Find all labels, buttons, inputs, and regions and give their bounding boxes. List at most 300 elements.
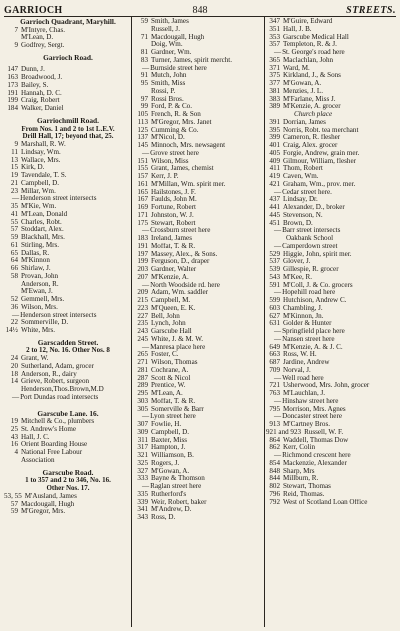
occupant-name: Rutherford's: [151, 490, 187, 498]
occupant-name: Bailey, S.: [21, 81, 49, 89]
street-heading-note: Other Nos. 17.: [46, 485, 90, 493]
house-number: 537: [269, 258, 280, 266]
cross-street-note: [266, 336, 396, 344]
directory-entry: [266, 382, 396, 390]
house-number: 792: [269, 498, 280, 506]
house-number: 173: [7, 81, 18, 89]
occupant-name: Grant, W.: [21, 355, 49, 363]
directory-entry: [134, 514, 262, 522]
occupant-name: Dunn, J.: [21, 66, 45, 74]
directory-entry: [134, 103, 262, 111]
directory-entry: [4, 493, 132, 501]
house-number: 199: [7, 97, 18, 105]
house-number: 65: [10, 249, 18, 257]
cross-street-note: [266, 452, 396, 460]
occupant-name: Alexander, D., broker: [283, 204, 345, 211]
cross-street-note: [266, 243, 396, 251]
occupant-name: Ferguson, D., draper: [151, 258, 210, 266]
column-1: [4, 18, 132, 629]
occupant-name: Cochrane, A.: [151, 366, 189, 374]
house-number: 599: [269, 297, 280, 304]
house-number: 281: [137, 366, 148, 374]
house-number: 309: [137, 428, 148, 436]
column-divider: [131, 16, 132, 627]
directory-entry-continued: [134, 41, 262, 49]
directory-entry: [266, 390, 396, 398]
house-number: 191: [137, 242, 148, 250]
occupant-name: Anderson, R.: [21, 280, 59, 288]
house-number: 353: [269, 33, 280, 41]
directory-entry: [266, 119, 396, 127]
occupant-name: Caven, Wm.: [283, 173, 319, 180]
house-number: 377: [269, 80, 280, 87]
house-number: 265: [137, 351, 148, 359]
house-number: 184: [7, 105, 18, 113]
house-number: 795: [269, 405, 280, 413]
house-number: 687: [269, 359, 280, 366]
occupant-name: Orient Boarding House: [21, 441, 88, 449]
directory-entry: [134, 367, 262, 375]
cross-street-text: — Camperdown street: [266, 243, 337, 250]
occupant-name: Minnoch, Mrs. newsagent: [151, 142, 226, 149]
occupant-name: Stewart, Thomas: [283, 483, 331, 490]
directory-entry: [134, 204, 262, 212]
house-number: 99: [140, 103, 148, 111]
house-number: 844: [269, 475, 280, 483]
occupant-name: White, J. & M. W.: [151, 335, 204, 343]
cross-street-note: [134, 227, 262, 235]
occupant-name: Usherwood, Mrs. John, grocer: [283, 382, 370, 390]
occupant-name: Stewart, Robert: [151, 219, 196, 227]
directory-entry: [134, 406, 262, 414]
directory-entry: [266, 305, 396, 313]
occupant-name: Henderson,Thos.Brown,M.D: [21, 386, 104, 394]
house-number: 169: [137, 204, 148, 211]
directory-entry: [266, 72, 396, 80]
house-number: 14½: [5, 327, 18, 335]
directory-entry: [4, 219, 132, 227]
directory-entry: [4, 426, 132, 434]
occupant-name: Cumming & Co.: [151, 126, 199, 134]
occupant-name: Ross, D.: [151, 514, 176, 521]
cross-street-text: — Doncaster street here: [266, 413, 342, 420]
house-number: 627: [269, 312, 280, 320]
occupant-name: Walker, Daniel: [21, 105, 64, 113]
occupant-name: Menzies, J. L.: [283, 87, 323, 95]
occupant-name: M'Gowan, A.: [283, 80, 322, 87]
occupant-name: M'Intyre, Chas.: [21, 26, 66, 34]
directory-entry: [4, 319, 132, 327]
cross-street-text: — Springfield place here: [266, 328, 345, 335]
house-number: 25: [10, 425, 18, 433]
directory-entry-continued: [134, 26, 262, 34]
occupant-name: Gardner, Wm.: [151, 49, 192, 56]
occupant-name: Scott & Nicol: [151, 374, 191, 382]
house-number: 663: [269, 351, 280, 359]
occupant-name: Hutchison, Andrew C.: [283, 297, 347, 304]
occupant-name: Glover, J.: [283, 258, 311, 266]
directory-entry: [266, 351, 396, 359]
occupant-name: Rogers, J.: [151, 459, 180, 467]
house-number: 113: [137, 118, 148, 126]
directory-entry: [4, 363, 132, 371]
occupant-name: Charles, Robt.: [21, 218, 62, 226]
directory-entry: [134, 220, 262, 228]
house-number: 9: [14, 42, 18, 50]
occupant-name: Higgie, John, spirit mer.: [283, 250, 352, 258]
occupant-name: Maclachlan, John: [283, 56, 334, 64]
cross-street-text: — Manresa place here: [134, 344, 205, 351]
house-number: 61: [10, 241, 18, 249]
occupant-name: White, Mrs.: [21, 327, 56, 335]
directory-entry: [266, 158, 396, 166]
directory-entry: [4, 296, 132, 304]
directory-entry: [266, 150, 396, 158]
directory-entry: [134, 444, 262, 452]
house-number: 391: [269, 118, 280, 126]
directory-entry: [4, 378, 132, 386]
occupant-name: Marshall, R. W.: [21, 141, 66, 149]
column-2: [134, 18, 262, 629]
house-number: 163: [7, 74, 18, 82]
directory-entry: [134, 421, 262, 429]
house-number: 321: [137, 452, 148, 459]
occupant-name: Ross, W. H.: [283, 351, 317, 359]
occupant-name: M'Kinnon, Jn.: [283, 312, 324, 320]
occupant-name: Jardine, Andrew: [283, 359, 330, 366]
house-number: 215: [137, 297, 148, 304]
cross-street-text: — Grove street here: [134, 150, 199, 157]
occupant-name: Golder & Hunter: [283, 320, 332, 328]
street-heading: Garscadden Street.: [37, 338, 99, 347]
house-number: 543: [269, 273, 280, 281]
directory-entry: [4, 66, 132, 74]
directory-entry: [266, 460, 396, 468]
occupant-name: M'Lean, D.: [21, 34, 54, 42]
occupant-name: M'Coll, J. & Co. grocers: [283, 281, 353, 289]
directory-entry-continued: [4, 281, 132, 289]
directory-entry: [266, 34, 396, 42]
house-number: 145: [137, 142, 148, 149]
occupant-name: Chambling, J.: [283, 304, 323, 312]
directory-entry: [4, 211, 132, 219]
directory-entry: [266, 499, 396, 507]
occupant-name: M'Queen, E. K.: [151, 304, 196, 312]
place-note: [266, 111, 396, 119]
house-number: 317: [137, 444, 148, 452]
house-number: 105: [137, 111, 148, 118]
house-number: 649: [269, 343, 280, 351]
occupant-name: French, R. & Son: [151, 111, 201, 118]
directory-entry: [134, 142, 262, 150]
occupant-name: Bell, John: [151, 312, 180, 320]
directory-entry: [4, 501, 132, 509]
house-number: 411: [269, 165, 280, 173]
occupant-name: Kirk, D.: [21, 164, 45, 172]
directory-entry: [134, 181, 262, 189]
occupant-name: Reid, Thomas.: [283, 490, 325, 498]
directory-entry: [266, 165, 396, 173]
directory-entry: [266, 103, 396, 111]
house-number: 303: [137, 397, 148, 405]
occupant-name: Gillespie, R. grocer: [283, 266, 339, 273]
directory-entry: [4, 180, 132, 188]
house-number: 171: [137, 211, 148, 219]
directory-entry: [266, 96, 396, 104]
directory-entry: [266, 80, 396, 88]
directory-entry: [266, 320, 396, 328]
occupant-name: Stirling, Mrs.: [21, 241, 60, 249]
house-number: 41: [10, 210, 18, 218]
house-number: 125: [137, 126, 148, 134]
occupant-name: Millburn, R.: [283, 475, 319, 483]
occupant-name: M'Ewan, J.: [21, 288, 53, 296]
directory-entry: [266, 266, 396, 274]
street-heading-note: From Nos. 1 and 2 to 1st L.E.V.: [21, 125, 115, 133]
directory-entry: [266, 297, 396, 305]
house-number: 223: [137, 304, 148, 312]
directory-entry: [266, 220, 396, 228]
directory-entry: [134, 475, 262, 483]
occupant-name: Campbell, D.: [151, 428, 190, 436]
column-divider: [264, 16, 265, 627]
house-number: 20: [10, 362, 18, 370]
directory-entry: [266, 274, 396, 282]
occupant-name: M'Ausland, James: [24, 492, 77, 500]
house-number: 151: [137, 157, 148, 165]
cross-street-note: [4, 195, 132, 203]
house-number: 307: [137, 421, 148, 428]
occupant-name: M'Cartney Bros.: [283, 421, 330, 428]
cross-street-text: — Hinshaw street here: [266, 398, 338, 405]
occupant-name: Turner, James, spirit mercht.: [151, 56, 233, 64]
page-number: 848: [192, 5, 208, 16]
directory-entry: [134, 57, 262, 65]
header-rule: [4, 16, 396, 17]
house-number: 341: [137, 506, 148, 514]
house-number: 19: [10, 172, 18, 180]
directory-entry: [266, 367, 396, 375]
occupant-name: Ford, P. & Co.: [151, 103, 192, 111]
house-number: 4: [14, 449, 18, 457]
house-number: 59: [140, 18, 148, 25]
directory-entry: [4, 74, 132, 82]
occupant-name: Kerr, Colin: [283, 444, 316, 452]
occupant-name: Russell, W. F.: [304, 428, 344, 436]
occupant-name: Grieve, Robert, surgeon: [21, 378, 90, 386]
house-number: 64: [10, 257, 18, 265]
directory-entry: [4, 418, 132, 426]
house-number: 57: [10, 500, 18, 508]
directory-entry: [134, 289, 262, 297]
running-head-left: GARRIOCH: [4, 5, 63, 16]
directory-entry: [4, 265, 132, 273]
directory-entry: [266, 65, 396, 73]
house-number: 271: [137, 359, 148, 366]
occupant-name: M'Lauchlan, J.: [283, 390, 326, 397]
cross-street-text: — Crossburn street here: [134, 227, 210, 234]
directory-entry: [134, 297, 262, 305]
directory-entry: [4, 273, 132, 281]
house-number: 161: [137, 180, 148, 188]
cross-street-text: — Well road here: [266, 375, 324, 382]
street-heading: Garrioch Road.: [43, 53, 93, 62]
occupant-name: Ward, M.: [283, 64, 310, 72]
directory-entry: [4, 226, 132, 234]
directory-entry: [134, 491, 262, 499]
running-head-right: STREETS.: [346, 5, 396, 16]
house-number: 157: [137, 173, 148, 180]
occupant-name: Tavendale, T. S.: [21, 172, 67, 180]
directory-entry: [134, 251, 262, 259]
occupant-name: Forgie, Andrew, grain mer.: [283, 149, 360, 157]
occupant-name: M'Guire, Edward: [283, 18, 333, 25]
house-number: 91: [140, 72, 148, 80]
directory-entry: [134, 429, 262, 437]
occupant-name: St. Andrew's Home: [21, 425, 77, 433]
house-number: 209: [137, 289, 148, 297]
directory-entry: [4, 355, 132, 363]
occupant-name: Morrison, Mrs. Agnes: [283, 405, 346, 413]
directory-entry: [266, 251, 396, 259]
house-number: 16: [10, 441, 18, 449]
directory-entry: [4, 441, 132, 449]
cross-street-note: [266, 189, 396, 197]
house-number: 243: [137, 328, 148, 335]
directory-entry: [266, 18, 396, 26]
directory-entry: [266, 282, 396, 290]
house-number: 59: [10, 234, 18, 242]
occupant-name: Sharp, Mrs: [283, 467, 315, 475]
occupant-name: Dorrian, James: [283, 118, 326, 126]
occupant-name: M'Gregor, Mrs.: [21, 508, 66, 516]
directory-entry: [4, 97, 132, 105]
house-number: 57: [10, 226, 18, 234]
house-number: 71: [140, 33, 148, 41]
house-number: 137: [137, 134, 148, 142]
occupant-name: Mackenzie, Alexander: [283, 459, 347, 467]
occupant-name: Godfrey, Sergt.: [21, 42, 65, 50]
house-number: 13: [10, 156, 18, 164]
cross-street-text: — Raglan street here: [134, 483, 201, 490]
directory-entry: [4, 234, 132, 242]
place-name: Church place: [294, 111, 333, 118]
directory-entry: [134, 359, 262, 367]
house-number: 529: [269, 250, 280, 258]
directory-entry: [266, 475, 396, 483]
house-number: 95: [140, 80, 148, 87]
house-number: 721: [269, 382, 280, 390]
directory-entry: [134, 34, 262, 42]
house-number: 199: [137, 258, 148, 266]
directory-entry-continued: [4, 386, 132, 394]
house-number: 921 and 923: [266, 428, 302, 436]
occupant-name: Williamson, B.: [151, 452, 194, 459]
house-number: 913: [269, 421, 280, 428]
house-number: 19: [10, 418, 18, 426]
directory-entry: [4, 508, 132, 516]
directory-entry: [134, 305, 262, 313]
occupant-name: Foster, C.: [151, 351, 179, 359]
house-number: 796: [269, 490, 280, 498]
house-number: 23: [10, 187, 18, 195]
occupant-name: Millar, Wm.: [21, 187, 56, 195]
occupant-name: Cameron, R. flesher: [283, 134, 341, 142]
directory-entry: [266, 468, 396, 476]
occupant-name: Sutherland, Adam, grocer: [21, 362, 94, 370]
house-number: 389: [269, 103, 280, 111]
occupant-name: M'Lean, A.: [151, 390, 183, 397]
house-number: 305: [137, 405, 148, 413]
house-number: 339: [137, 498, 148, 506]
house-number: 335: [137, 490, 148, 498]
occupant-name: Wilson, Mrs.: [21, 303, 58, 311]
house-number: 419: [269, 173, 280, 180]
house-number: 21: [10, 179, 18, 187]
directory-entry: [134, 49, 262, 57]
house-number: 437: [269, 196, 280, 204]
occupant-name: Mutch, John: [151, 72, 187, 80]
directory-entry: [266, 26, 396, 34]
occupant-name: M'Gregor, Mrs. Janet: [151, 118, 212, 126]
directory-entry: [134, 243, 262, 251]
occupant-name: Hall, J. C.: [21, 433, 50, 441]
occupant-name: National Free Labour: [21, 449, 83, 457]
house-number: 287: [137, 374, 148, 382]
street-heading: Garriochmill Road.: [37, 116, 99, 125]
directory-entry: [134, 506, 262, 514]
house-number: 52: [10, 296, 18, 304]
house-number: 383: [269, 95, 280, 103]
house-number: 295: [137, 390, 148, 397]
house-number: 365: [269, 56, 280, 64]
occupant-name: Baxter, Miss: [151, 436, 187, 444]
house-number: 183: [137, 235, 148, 242]
directory-entry: [134, 235, 262, 243]
occupant-name: Garscube Hall: [151, 328, 192, 335]
occupant-name: Stevenson, N.: [283, 211, 323, 219]
directory-entry: [134, 127, 262, 135]
house-number: 351: [269, 25, 280, 33]
house-number: 18: [10, 370, 18, 378]
occupant-name: Wilson, Miss: [151, 157, 189, 165]
occupant-name: Hailstones, J. F.: [151, 188, 196, 196]
occupant-name: Broadwood, J.: [21, 74, 63, 82]
directory-entry: [134, 437, 262, 445]
house-number: 409: [269, 157, 280, 165]
directory-entry: [266, 406, 396, 414]
directory-entry: [4, 172, 132, 180]
directory-entry: [266, 127, 396, 135]
occupant-name: Wilson, Thomas: [151, 359, 198, 366]
occupant-name: Doig, Wm.: [151, 41, 183, 49]
directory-entry: [134, 72, 262, 80]
house-number: 445: [269, 211, 280, 219]
occupant-name: Stoddart, Alex.: [21, 226, 64, 234]
directory-entry: [4, 371, 132, 379]
directory-entry: [266, 483, 396, 491]
occupant-name: Bayne & Thomson: [151, 475, 205, 483]
cross-street-note: [134, 483, 262, 491]
directory-entry: [134, 382, 262, 390]
cross-street-note: [266, 413, 396, 421]
occupant-name: Thom, Robert: [283, 165, 323, 173]
directory-entry: [266, 344, 396, 352]
occupant-name: Shirlaw, J.: [21, 265, 51, 273]
house-number: 709: [269, 366, 280, 374]
place-name: Oakbank School: [286, 235, 334, 242]
house-number: 421: [269, 180, 280, 188]
